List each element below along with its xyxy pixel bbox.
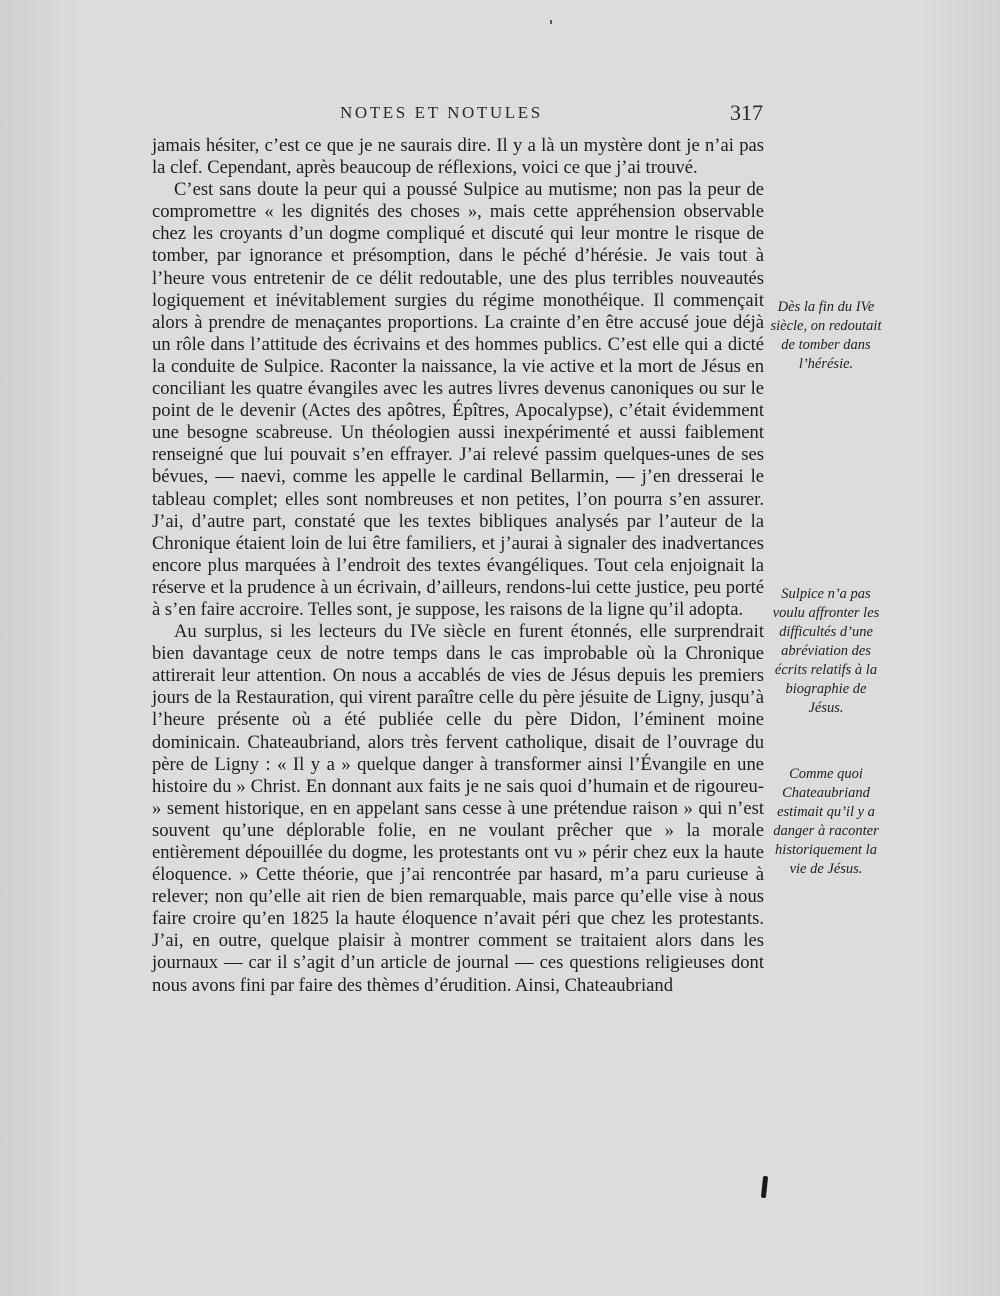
paragraph-2: C’est sans doute la peur qui a poussé Sulpice au mutisme; non pas la peur de compromettre « les dignités des choses », mais cette appréhension observable chez les croyants d’un dogme compliqué et discuté qui leur montre le risque de tomber, par ignorance et présomption, dans le péché d’hérésie. Je vais tout à l’heure vous entretenir de ce délit redoutable, une des plus terribles nouveautés logiquement et inévitablement surgies du régime monothéique. Il commençait alors à prendre de menaçantes proportions. La crainte d’en être accusé joue déjà un rôle dans l’attitude des écrivains et des hommes publics. C’est elle qui a dicté la conduite de Sulpice. Raconter la naissance, la vie active et la mort de Jésus en conciliant les quatre évangiles avec les autres livres devenus canoniques ou sur le point de le devenir (Actes des apôtres, Épîtres, Apocalypse), c’était évidemment une besogne scabreuse. Un théologien aussi inexpérimenté et aussi faiblement renseigné que lui pouvait s’en effrayer. J’ai relevé passim quelques-unes de ses bévues, — naevi, comme les appelle le cardinal Bellarmin, — j’en dresserai le tableau complet; elles sont nombreuses et non petites, l’on pourra s’en assurer. J’ai, d’autre part, constaté que les textes bibliques analysés par l’auteur de la Chronique étaient loin de lui être familiers, et j’aurai à signaler des inadvertances encore plus marquées à l’endroit des textes évangéliques. Tout cela enjoignait la réserve et la prudence à un écrivain, d’ailleurs, rendons-lui cette justice, peu porté à s’en faire accroire. Telles sont, je suppose, les raisons de la ligne qu’il adopta. [152,179,764,620]
running-title: NOTES ET NOTULES [340,103,543,122]
ink-speck [550,20,552,24]
margin-note-sulpice: Sulpice n’a pas voulu affronter les difficultés d’une abréviation des écrits relatifs à la biographie de Jésus. [772,586,880,716]
page-number: 317 [730,100,763,125]
paragraph-1: jamais hésiter, c’est ce que je ne saurais dire. Il y a là un mystère dont je n’ai pas la clef. Cependant, après beaucoup de réflexions, voici ce que j’ai trouvé. [152,135,764,179]
margin-note-heresy: Dès la fin du IVe siècle, on redoutait de tomber dans l’hérésie. [770,299,882,372]
ink-mark [761,1176,768,1198]
margin-note-chateaubriand: Comme quoi Chateaubriand estimait qu’il y a danger à raconter historiquement la vie de Jésus. [773,766,879,877]
paragraph-3: Au surplus, si les lecteurs du IVe siècle en furent étonnés, elle surprendrait bien davantage ceux de notre temps dans le cas improbable où la Chronique attirerait leur attention. On nous a accablés de vies de Jésus depuis les premiers jours de la Restauration, qui virent paraître celle du père jésuite de Ligny, jusqu’à l’heure présente où a été publiée celle du père Didon, l’éminent moine dominicain. Chateaubriand, alors très fervent catholique, disait de l’ouvrage du père de Ligny : « Il y a » quelque danger à transformer ainsi l’Évangile en une histoire du » Christ. En donnant aux faits je ne sais quoi d’humain et de rigoureu- » sement historique, en en appelant sans cesse à une prétendue raison » qui n’est souvent qu’une déplorable folie, en ne voulant prêcher que » la morale entièrement dépouillée du dogme, les protestants ont vu » périr chez eux la haute éloquence. » Cette théorie, que j’ai rencontrée par hasard, m’a paru curieuse à relever; non qu’elle ait rien de bien remarquable, mais parce qu’elle vise à nous faire croire qu’en 1825 la haute éloquence n’avait péri que chez les protestants. J’ai, en outre, quelque plaisir à montrer comment se traitaient alors dans les journaux — car il s’agit d’un article de journal — ces questions religieuses dont nous avons fini par faire des thèmes d’érudition. Ainsi, Chateaubriand [152,621,764,996]
main-text-block [152,135,764,997]
